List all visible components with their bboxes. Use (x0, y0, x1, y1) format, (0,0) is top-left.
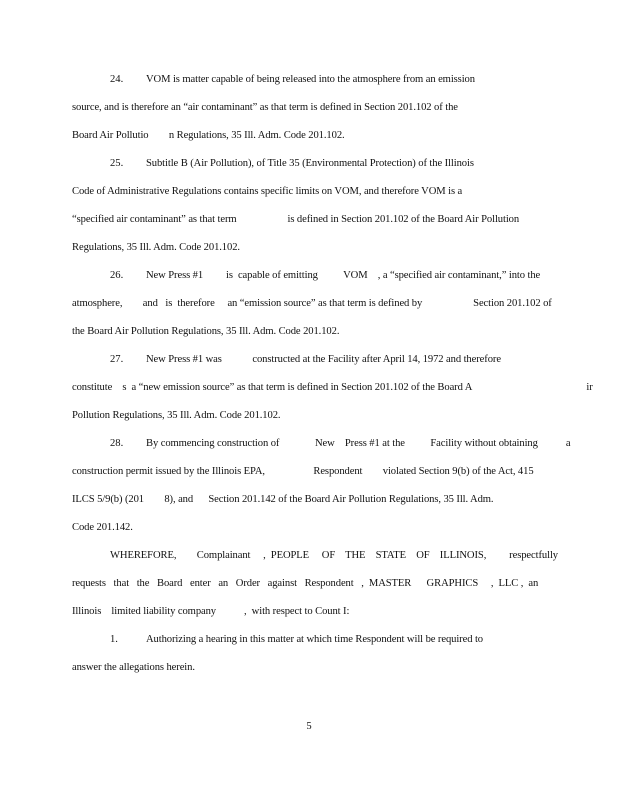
paragraph-line: construction permit issued by the Illinois EPA, Respondent violated Section 9(b) of the Act, 415 (72, 466, 534, 477)
paragraph-number: 28. (110, 438, 124, 449)
paragraph-line: New Press #1 was constructed at the Facility after April 14, 1972 and therefore (146, 354, 501, 365)
paragraph-number: 24. (110, 74, 124, 85)
relief-item-number: 1. (110, 634, 118, 645)
paragraph-line: Pollution Regulations, 35 Ill. Adm. Code 201.102. (72, 410, 281, 421)
paragraph-line: “specified air contaminant” as that term is defined in Section 201.102 of the Board Air Pollution (72, 214, 520, 225)
wherefore-line: Illinois limited liability company , with respect to Count I: (72, 606, 350, 617)
paragraph-line: source, and is therefore an “air contaminant” as that term is defined in Section 201.102 of the (72, 102, 458, 113)
paragraph-line: Code of Administrative Regulations contains specific limits on VOM, and therefore VOM is a (72, 186, 463, 197)
paragraph-line: Code 201.142. (72, 522, 133, 533)
paragraph-line: atmosphere, and is therefore an “emission source” as that term is defined by Section 201.102 of (72, 298, 552, 309)
paragraph-number: 27. (110, 354, 124, 365)
wherefore-line: requests that the Board enter an Order against Respondent , MASTER GRAPHICS , LLC , an (72, 578, 539, 589)
paragraph-line: Regulations, 35 Ill. Adm. Code 201.102. (72, 242, 240, 253)
paragraph-line: VOM is matter capable of being released into the atmosphere from an emission (146, 74, 475, 85)
relief-item-line: Authorizing a hearing in this matter at which time Respondent will be required to (146, 634, 483, 645)
paragraph-line: Subtitle B (Air Pollution), of Title 35 (Environmental Protection) of the Illinois (146, 158, 474, 169)
paragraph-number: 25. (110, 158, 124, 169)
paragraph-line: constitute s a “new emission source” as that term is defined in Section 201.102 of the Board A ir (72, 382, 593, 393)
paragraph-line: Board Air Pollutio n Regulations, 35 Ill. Adm. Code 201.102. (72, 130, 345, 141)
relief-item-line: answer the allegations herein. (72, 662, 195, 673)
paragraph-line: New Press #1 is capable of emitting VOM , a “specified air contaminant,” into the (146, 270, 541, 281)
wherefore-line: WHEREFORE, Complainant , PEOPLE OF THE STATE OF ILLINOIS, respectfully (110, 550, 558, 561)
page-number: 5 (306, 721, 312, 732)
paragraph-line: By commencing construction of New Press #1 at the Facility without obtaining a (146, 438, 571, 449)
paragraph-line: the Board Air Pollution Regulations, 35 Ill. Adm. Code 201.102. (72, 326, 340, 337)
paragraph-number: 26. (110, 270, 124, 281)
paragraph-line: ILCS 5/9(b) (201 8), and Section 201.142 of the Board Air Pollution Regulations, 35 Ill. Adm. (72, 494, 494, 505)
